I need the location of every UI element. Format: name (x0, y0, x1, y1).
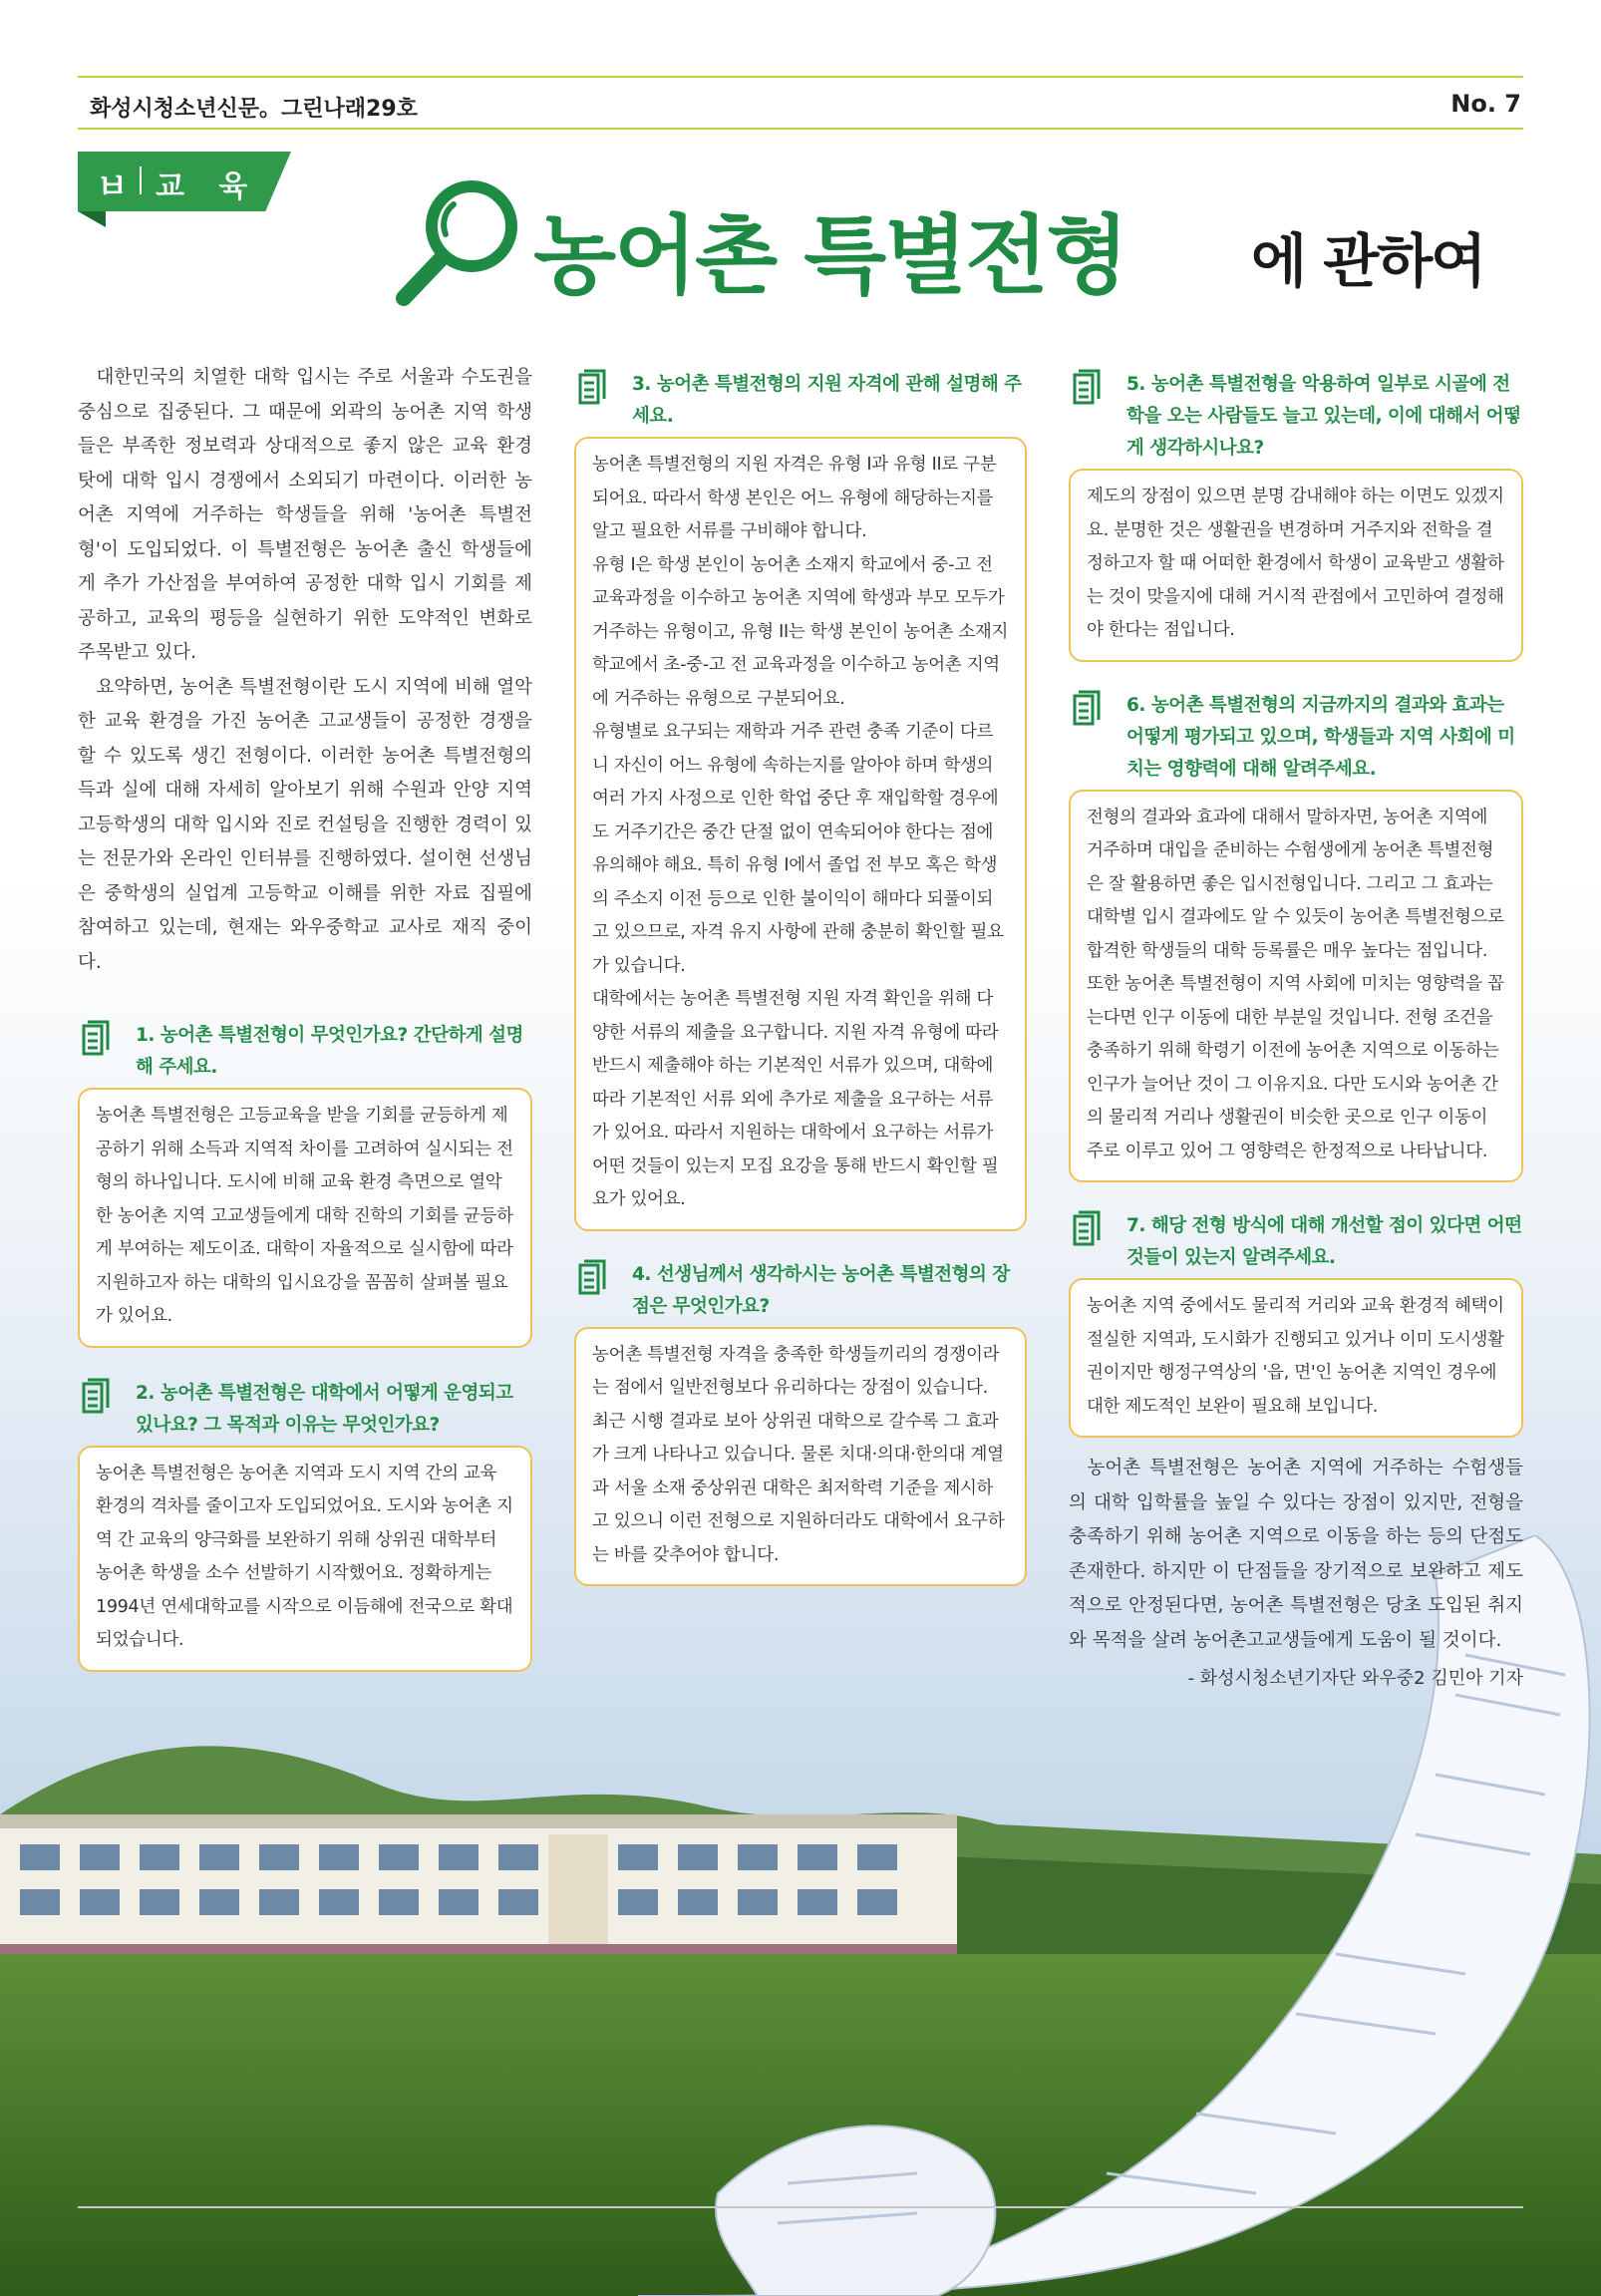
question-5 (1069, 369, 1523, 465)
column-1 (78, 361, 532, 1672)
intro-paragraph-2: 요약하면, 농어촌 특별전형이란 도시 지역에 비해 열악한 교육 환경을 가진 농어촌 고교생들이 공정한 경쟁을 할 수 있도록 생긴 전형이다. 이러한 농어촌 특별전형의 득과 실에 대해 자세히 알아보기 위해 수원과 안양 지역 고등학생의 대학 입시와 진로 컨설팅을 진행한 경력이 있는 전문가와 온라인 인터뷰를 진행하였다. 설이현 선생님은 중학생의 실업계 고등학교 이해를 위한 자료 집필에 참여하고 있는데, 현재는 와우중학교 교사로 재직 중이다. (78, 676, 532, 973)
question-4-text: 4. 선생님께서 생각하시는 농어촌 특별전형의 장점은 무엇인가요? (632, 1263, 1010, 1317)
question-6-text: 6. 농어촌 특별전형의 지금까지의 결과와 효과는 어떻게 평가되고 있으며, 학생들과 지역 사회에 미치는 영향력에 대해 알려주세요. (1126, 694, 1515, 780)
document-list-icon (1071, 690, 1107, 730)
answer-1-text: 농어촌 특별전형은 고등교육을 받을 기회를 균등하게 제공하기 위해 소득과 지역적 차이를 고려하여 실시되는 전형의 하나입니다. 도시에 비해 교육 환경 측면으로 열악한 농어촌 지역 고교생들에게 대학 진학의 기회를 균등하게 부여하는 제도이죠. 대학이 자율적으로 실시함에 따라 지원하고자 하는 대학의 입시요강을 꼼꼼히 살펴볼 필요가 있어요. (96, 1106, 513, 1326)
section-label: 교 육 (156, 169, 260, 204)
question-7-text: 7. 해당 전형 방식에 대해 개선할 점이 있다면 어떤 것들이 있는지 알려주세요. (1126, 1215, 1522, 1268)
question-7 (1069, 1210, 1523, 1274)
question-3 (574, 369, 1027, 433)
answer-7-box (1069, 1278, 1523, 1438)
answer-3-text-2: 유형 I은 학생 본인이 농어촌 소재지 학교에서 중-고 전 교육과정을 이수하고 농어촌 지역에 학생과 부모 모두가 거주하는 유형이고, 유형 II는 학생 본인이 농어촌 소재지 학교에서 초-중-고 전 교육과정을 이수하고 농어촌 지역에 거주하는 유형으로 구분되어요. (592, 554, 1009, 709)
answer-3-box (574, 437, 1027, 1231)
issue-number: No. 7 (1450, 90, 1521, 118)
column-3 (1069, 369, 1523, 1690)
answer-2-box (78, 1446, 532, 1672)
header-top-rule (78, 76, 1523, 78)
answer-5-box (1069, 469, 1523, 662)
section-ribbon-fold (78, 211, 106, 227)
header-bottom-rule (78, 128, 1523, 130)
answer-4-text: 농어촌 특별전형 자격을 충족한 학생들끼리의 경쟁이라는 점에서 일반전형보다 유리하다는 장점이 있습니다. 최근 시행 결과로 보아 상위권 대학으로 갈수록 그 효과가 크게 나타나고 있습니다. 물론 치대·의대·한의대 계열과 서울 소재 중상위권 대학은 최저학력 기준을 제시하고 있으니 이런 전형으로 지원하더라도 대학에서 요구하는 바를 갖추어야 합니다. (592, 1344, 1005, 1565)
document-list-icon (576, 369, 612, 409)
document-list-icon (1071, 1210, 1107, 1250)
question-4 (574, 1259, 1027, 1323)
document-list-icon (80, 1378, 116, 1418)
answer-2-text: 농어촌 특별전형은 농어촌 지역과 도시 지역 간의 교육 환경의 격차를 줄이고자 도입되었어요. 도시와 농어촌 지역 간 교육의 양극화를 보완하기 위해 상위권 대학부터 농어촌 학생을 소수 선발하기 시작했어요. 정확하게는 1994년 연세대학교를 시작으로 이듬해에 전국으로 확대되었습니다. (96, 1463, 513, 1650)
document-list-icon (576, 1259, 612, 1299)
answer-1-box (78, 1088, 532, 1348)
document-list-icon (1071, 369, 1107, 409)
column-2 (574, 369, 1027, 1586)
question-1 (78, 1020, 532, 1084)
question-3-text: 3. 농어촌 특별전형의 지원 자격에 관해 설명해 주세요. (632, 374, 1022, 427)
question-2-text: 2. 농어촌 특별전형은 대학에서 어떻게 운영되고 있나요? 그 목적과 이유는 무엇인가요? (136, 1382, 513, 1436)
question-1-text: 1. 농어촌 특별전형이 무엇인가요? 간단하게 설명해 주세요. (136, 1025, 523, 1078)
section-logo-icon: ㅂ (96, 167, 129, 207)
closing-paragraph: 농어촌 특별전형은 농어촌 지역에 거주하는 수험생들의 대학 입학률을 높일 수 있다는 장점이 있지만, 전형을 충족하기 위해 농어촌 지역으로 이동을 하는 등의 단점도 존재한다. 하지만 이 단점들을 장기적으로 보완하고 제도적으로 안정된다면, 농어촌 특별전형은 당초 도입된 취지와 목적을 살려 농어촌고교생들에게 도움이 될 것이다. (1069, 1458, 1523, 1651)
answer-5-text: 제도의 장점이 있으면 분명 감내해야 하는 이면도 있겠지요. 분명한 것은 생활권을 변경하며 거주지와 전학을 결정하고자 할 때 어떠한 환경에서 학생이 교육받고 생활하는 것이 맞을지에 대해 거시적 관점에서 고민하여 결정해야 한다는 점입니다. (1087, 487, 1504, 640)
question-6 (1069, 690, 1523, 786)
title-sub-text: 에 관하여 (1251, 227, 1485, 295)
answer-3-text-4: 대학에서는 농어촌 특별전형 지원 자격 확인을 위해 다양한 서류의 제출을 요구합니다. 지원 자격 유형에 따라 반드시 제출해야 하는 기본적인 서류가 있으며, 대학에 따라 기본적인 서류 외에 추가로 제출을 요구하는 서류가 있어요. 따라서 지원하는 대학에서 요구하는 서류가 어떤 것들이 있는지 모집 요강을 통해 반드시 확인할 필요가 있어요. (592, 989, 999, 1209)
intro-paragraph-1: 대한민국의 치열한 대학 입시는 주로 서울과 수도권을 중심으로 집중된다. 그 때문에 외곽의 농어촌 지역 학생들은 부족한 정보력과 상대적으로 좋지 않은 교육 환경 탓에 대학 입시 경쟁에서 소외되기 마련이다. 이러한 농어촌 지역에 거주하는 학생들을 위해 '농어촌 특별전형'이 도입되었다. 이 특별전형은 농어촌 출신 학생들에게 추가 가산점을 부여하여 공정한 대학 입시 기회를 제공하고, 교육의 평등을 실현하기 위한 도약적인 변화로 주목받고 있다. (78, 367, 532, 663)
reporter-byline: - 화성시청소년기자단 와우중2 김민아 기자 (1187, 1668, 1523, 1689)
question-5-text: 5. 농어촌 특별전형을 악용하여 일부로 시골에 전학을 오는 사람들도 늘고 있는데, 이에 대해서 어떻게 생각하시나요? (1126, 374, 1521, 459)
answer-7-text: 농어촌 지역 중에서도 물리적 거리와 교육 환경적 혜택이 절실한 지역과, 도시화가 진행되고 있거나 이미 도시생활권이지만 행정구역상의 '읍, 면'인 농어촌 지역인 경우에 대한 제도적인 보완이 필요해 보입니다. (1087, 1296, 1504, 1417)
answer-4-box (574, 1327, 1027, 1587)
answer-3-text-1: 농어촌 특별전형의 지원 자격은 유형 I과 유형 II로 구분되어요. 따라서 학생 본인은 어느 유형에 해당하는지를 알고 필요한 서류를 구비해야 합니다. (592, 455, 997, 541)
title-main-text: 농어촌 특별전형 (533, 206, 1127, 306)
document-list-icon (80, 1020, 116, 1060)
answer-6-text: 전형의 결과와 효과에 대해서 말하자면, 농어촌 지역에 거주하며 대입을 준비하는 수험생에게 농어촌 특별전형은 잘 활용하면 좋은 입시전형입니다. 그리고 그 효과는 대학별 입시 결과에도 알 수 있듯이 농어촌 특별전형으로 합격한 학생들의 대학 등록률은 매우 높다는 점입니다. 또한 농어촌 특별전형이 지역 사회에 미치는 영향력을 꼽는다면 인구 이동에 대한 부분일 것입니다. 전형 조건을 충족하기 위해 학령기 이전에 농어촌 지역으로 이동하는 인구가 늘어난 것이 그 이유지요. 다만 도시와 농어촌 간의 물리적 거리나 생활권이 비슷한 곳으로 인구 이동이 주로 이루고 있어 그 영향력은 한정적으로 나타납니다. (1087, 807, 1504, 1161)
question-2 (78, 1378, 532, 1442)
section-ribbon-divider (140, 166, 142, 194)
magnifier-icon (394, 174, 523, 314)
publication-title: 화성시청소년신문。그린나래29호 (90, 97, 418, 122)
answer-3-text-3: 유형별로 요구되는 재학과 거주 관련 충족 기준이 다르니 자신이 어느 유형에 속하는지를 알아야 하며 학생의 여러 가지 사정으로 인한 학업 중단 후 재입학할 경우에도 거주기간은 중간 단절 없이 연속되어야 한다는 점에 유의해야 해요. 특히 유형 I에서 졸업 전 부모 혹은 학생의 주소지 이전 등으로 인한 불이익이 해마다 되풀이되고 있으므로, 자격 유지 사항에 관해 충분히 확인할 필요가 있습니다. (592, 722, 1004, 976)
footer-rule (78, 2206, 1523, 2208)
answer-6-box (1069, 790, 1523, 1183)
